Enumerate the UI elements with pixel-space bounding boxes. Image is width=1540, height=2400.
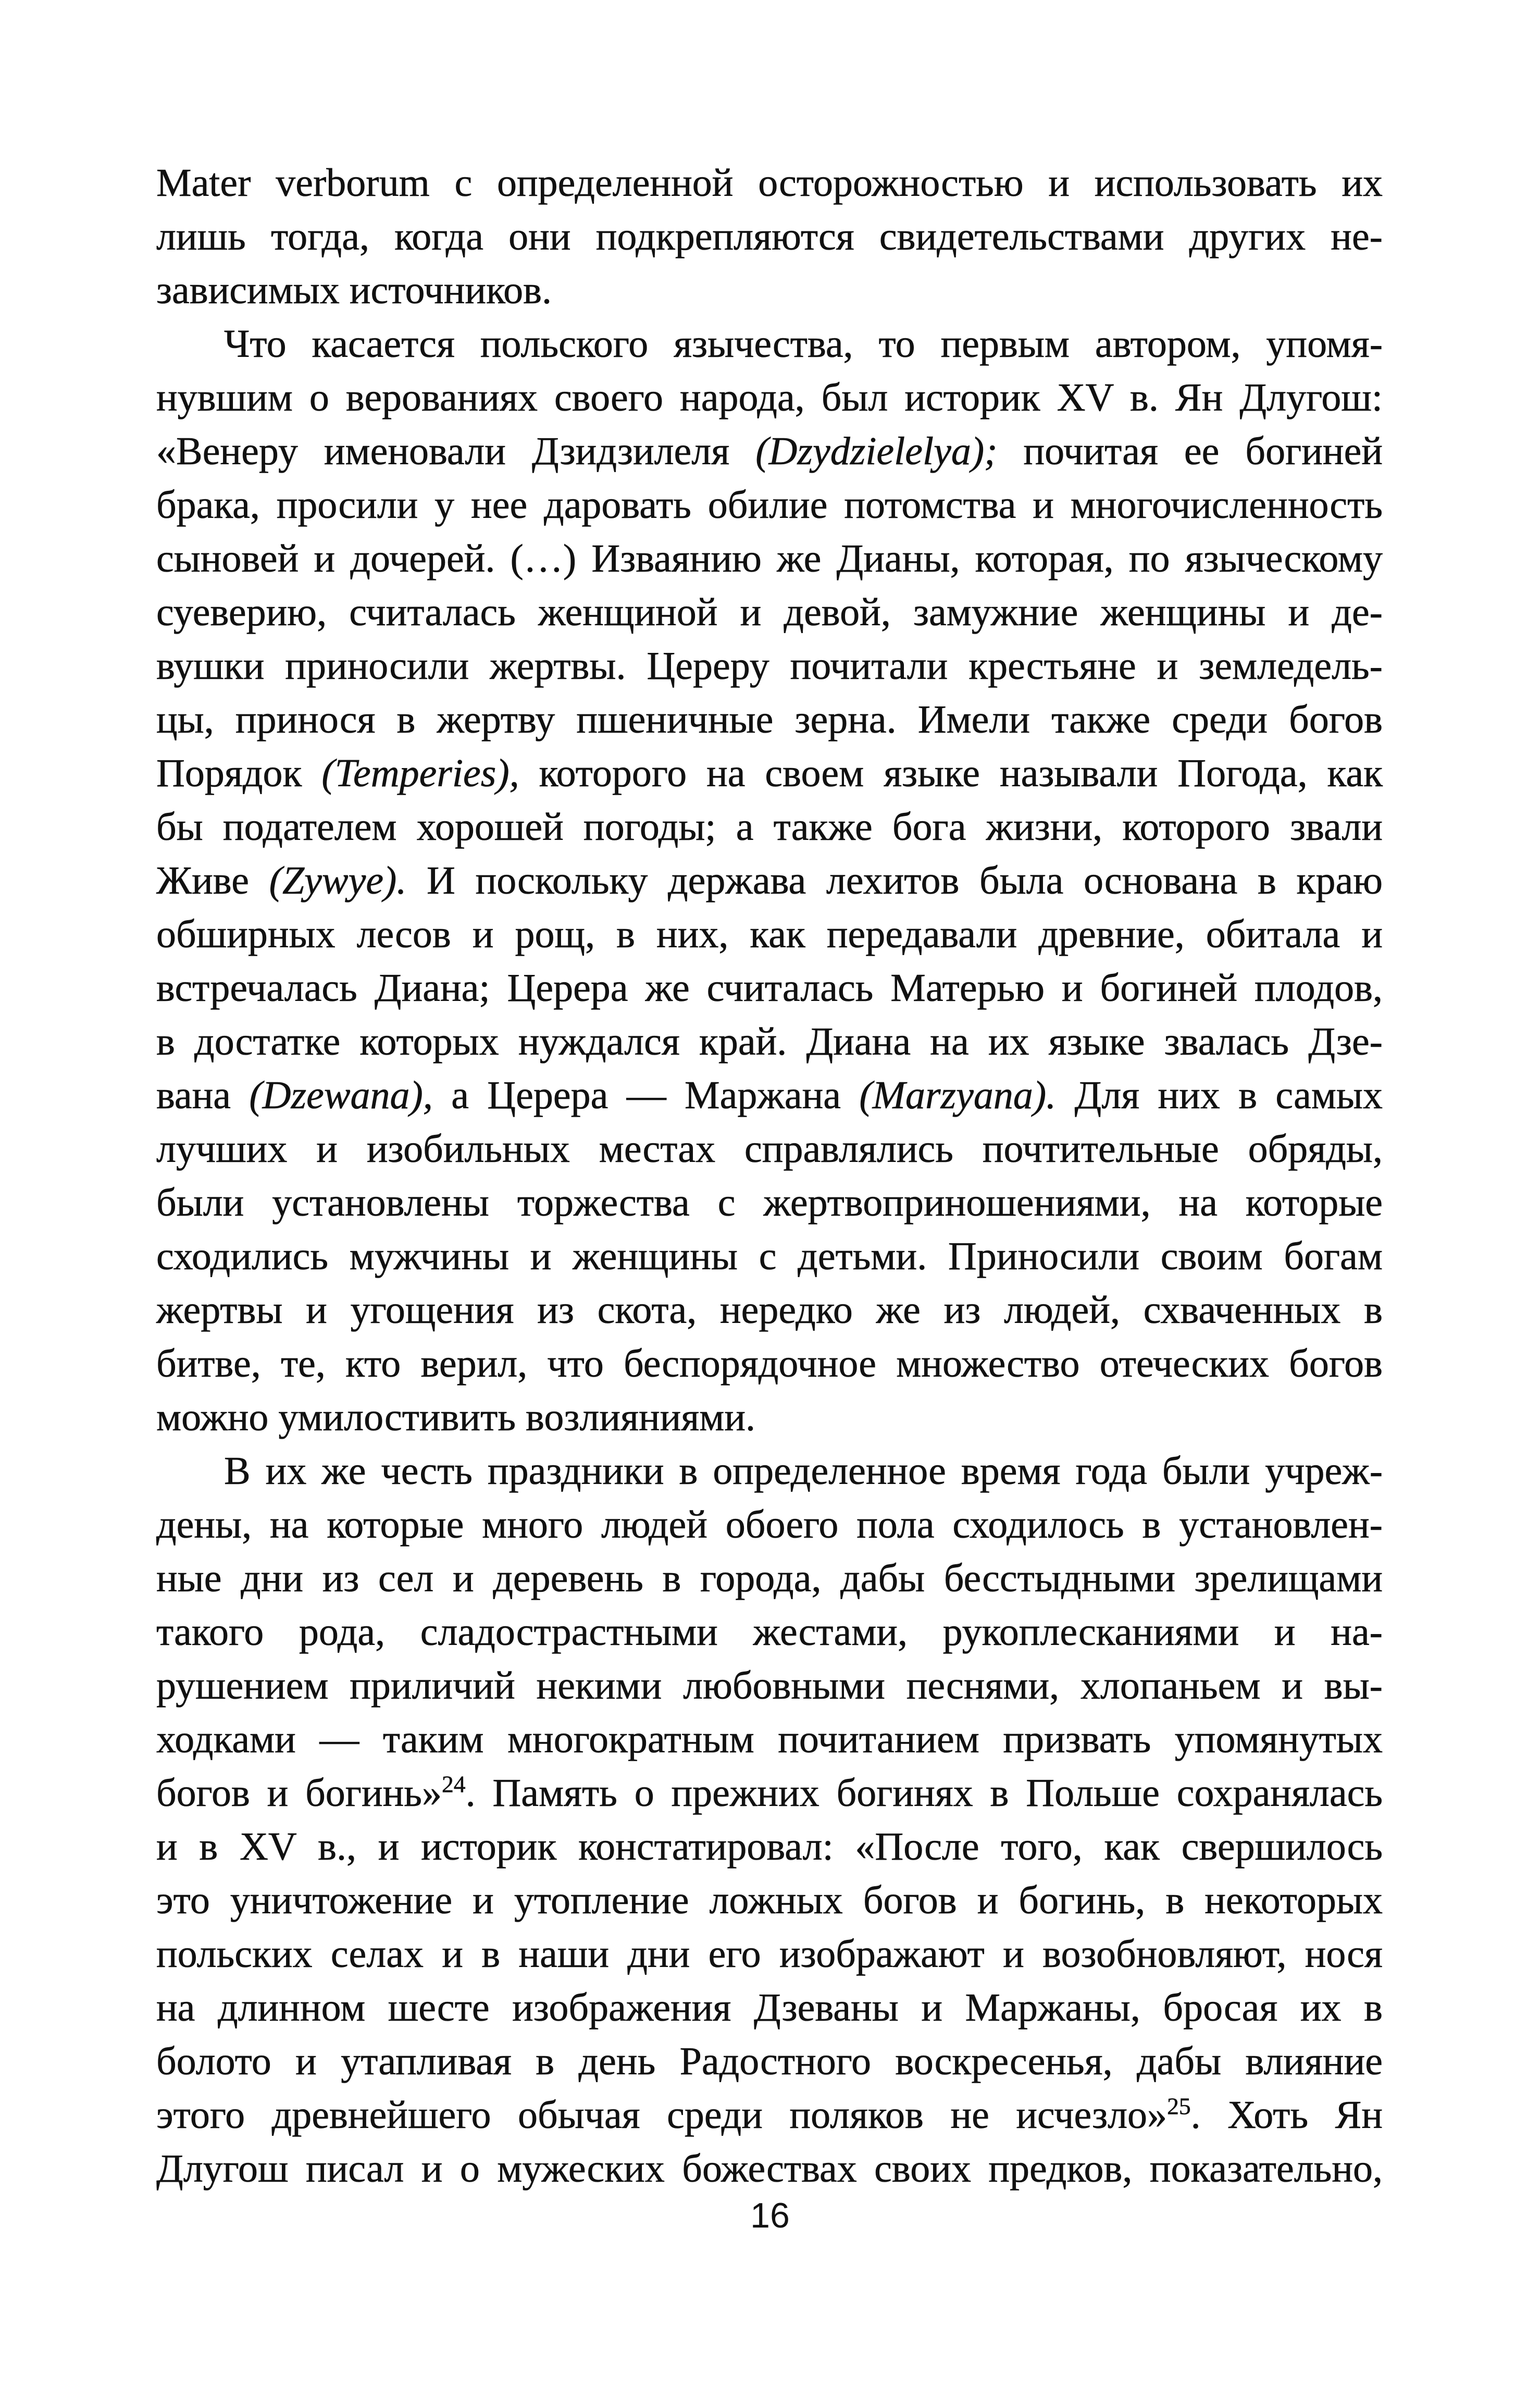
page-number: 16: [750, 2196, 790, 2235]
text-line: сходились мужчины и женщины с детьми. Приносили своим богам: [156, 1234, 1383, 1278]
text-line: «Венеру именовали Дзидзилеля (Dzydzielelya); почитая ее богиней: [156, 429, 1383, 473]
text-line: битве, те, кто верил, что беспорядочное множество отеческих богов: [156, 1342, 1383, 1385]
text-line: были установлены торжества с жертвоприношениями, на которые: [156, 1181, 1383, 1224]
text-line: лучших и изобильных местах справлялись почтительные обряды,: [156, 1127, 1383, 1171]
text-line: и в XV в., и историк констатировал: «После того, как свершилось: [156, 1825, 1383, 1869]
text-line: бы подателем хорошей погоды; а также бога жизни, которого звали: [156, 805, 1383, 849]
text-line: суеверию, считалась женщиной и девой, замужние женщины и де-: [156, 590, 1383, 634]
text-line: ходками — таким многократным почитанием призвать упомянутых: [156, 1717, 1383, 1761]
text-line: жертвы и угощения из скота, нередко же из людей, схваченных в: [156, 1288, 1383, 1332]
text-line: это уничтожение и утопление ложных богов и богинь, в некоторых: [156, 1878, 1383, 1922]
text-line: на длинном шесте изображения Дзеваны и Маржаны, бросая их в: [156, 1986, 1383, 2030]
text-line: Длугош писал и о мужеских божествах своих предков, показательно,: [156, 2147, 1383, 2191]
text-line: нувшим о верованиях своего народа, был историк XV в. Ян Длугош:: [156, 376, 1383, 419]
text-line: Живе (Zywye). И поскольку держава лехитов была основана в краю: [156, 859, 1383, 902]
text-line: вана (Dzewana), а Церера — Маржана (Marzyana). Для них в самых: [156, 1073, 1383, 1117]
text-line: цы, принося в жертву пшеничные зерна. Имели также среди богов: [156, 698, 1383, 741]
text-line: Что касается польского язычества, то первым автором, упомя-: [224, 322, 1383, 366]
text-line: можно умилостивить возлияниями.: [156, 1395, 756, 1439]
text-line: польских селах и в наши дни его изображают и возобновляют, нося: [156, 1932, 1383, 1976]
text-line: В их же честь праздники в определенное время года были учреж-: [224, 1449, 1383, 1493]
text-line: ные дни из сел и деревень в города, дабы бесстыдными зрелищами: [156, 1556, 1383, 1600]
text-line: вушки приносили жертвы. Цереру почитали крестьяне и земледель-: [156, 644, 1383, 688]
text-line: в достатке которых нуждался край. Диана на их языке звалась Дзе-: [156, 1020, 1383, 1063]
text-line: лишь тогда, когда они подкрепляются свидетельствами других не-: [156, 215, 1383, 258]
text-line: этого древнейшего обычая среди поляков не исчезло»$^{25}$. Хоть Ян: [156, 2093, 1383, 2137]
text-line: дены, на которые много людей обоего пола сходилось в установлен-: [156, 1503, 1383, 1547]
text-line: Mater verborum с определенной осторожностью и использовать их: [156, 161, 1383, 205]
text-line: богов и богинь»$^{24}$. Память о прежних богинях в Польше сохранялась: [156, 1771, 1383, 1815]
text-line: брака, просили у нее даровать обилие потомства и многочисленность: [156, 483, 1383, 527]
text-line: зависимых источников.: [156, 268, 552, 312]
text-line: встречалась Диана; Церера же считалась Матерью и богиней плодов,: [156, 966, 1383, 1010]
text-line: болото и утапливая в день Радостного воскресенья, дабы влияние: [156, 2039, 1383, 2083]
text-line: такого рода, сладострастными жестами, рукоплесканиями и на-: [156, 1610, 1383, 1654]
text-line: сыновей и дочерей. (…) Изваянию же Дианы, которая, по языческому: [156, 537, 1383, 580]
page-body: [156, 156, 1383, 2196]
text-line: Порядок (Temperies), которого на своем языке называли Погода, как: [156, 751, 1383, 795]
text-line: обширных лесов и рощ, в них, как передавали древние, обитала и: [156, 912, 1383, 956]
text-line: рушением приличий некими любовными песнями, хлопаньем и вы-: [156, 1664, 1383, 1708]
